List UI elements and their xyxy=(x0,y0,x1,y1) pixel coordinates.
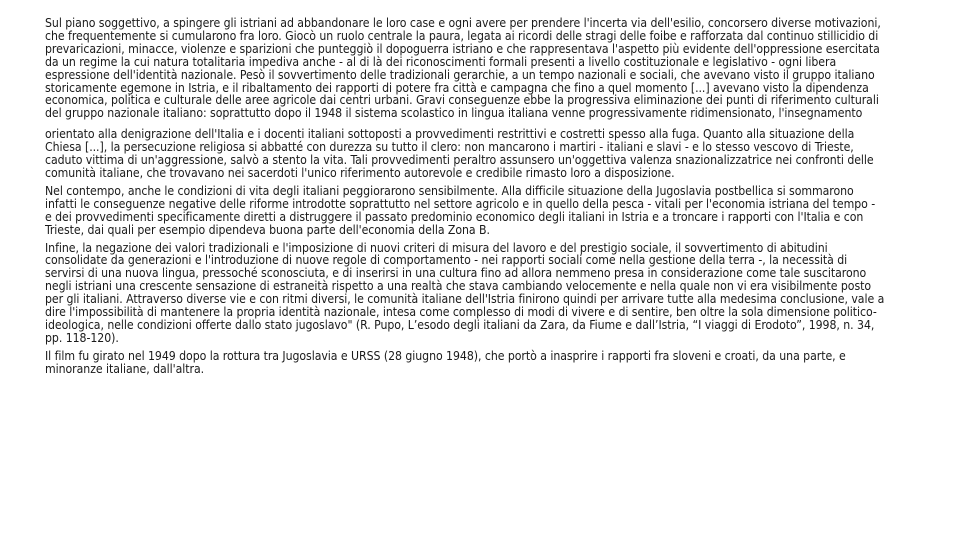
paragraph-1: Sul piano soggettivo, a spingere gli istriani ad abbandonare le loro case e ogni avere per prendere l'incerta via dell'esilio, concorsero diverse motivazioni, che frequentemente si cumularono fra loro. Giocò un ruolo centrale la paura, legata ai ricordi delle stragi delle foibe e rafforzata dal continuo stillicidio di prevaricazioni, minacce, violenze e sparizioni che punteggiò il dopoguerra istriano e che rappresentava l'aspetto più evidente dell'oppressione esercitata da un regime la cui natura totalitaria impediva anche - al di là dei riconoscimenti formali presenti a livello costituzionale e legislativo - ogni libera espressione dell'identità nazionale. Pesò il sovvertimento delle tradizionali gerarchie, a un tempo nazionali e sociali, che avevano visto il gruppo italiano storicamente egemone in Istria, e il ribaltamento dei rapporti di potere fra città e campagna che fino a quel momento [...] avevano visto la dipendenza economica, politica e culturale delle aree agricole dai centri urbani. Gravi conseguenze ebbe la progressiva eliminazione dei punti di riferimento culturali del gruppo nazionale italiano: soprattutto dopo il 1948 il sistema scolastico in lingua italiana venne progressivamente ridimensionato, l'insegnamento xyxy=(45,16,881,121)
paragraph-5: Il film fu girato nel 1949 dopo la rottura tra Jugoslavia e URSS (28 giugno 1948), che portò a inasprire i rapporti fra sloveni e croati, da una parte, e minoranze italiane, dall'altra. xyxy=(45,348,846,376)
paragraph-3: Nel contempo, anche le condizioni di vita degli italiani peggiorarono sensibilmente. Alla difficile situazione della Jugoslavia postbellica si sommarono infatti le conseguenze negative delle riforme introdotte soprattutto nel settore agricolo e in quello della pesca - vitali per l'economia istriana del tempo - e dei provvedimenti specificamente diretti a distruggere il passato predominio economico degli italiani in Istria e a troncare i rapporti con l'Italia e con Trieste, dai quali per esempio dipendeva buona parte dell'economia della Zona B. xyxy=(45,183,876,237)
paragraph-2: orientato alla denigrazione dell'Italia e i docenti italiani sottoposti a provvedimenti restrittivi e costretti spesso alla fuga. Quanto alla situazione della Chiesa [...], la persecuzione religiosa si abbatté con durezza su tutto il clero: non mancarono i martiri - italiani e slavi - e lo stesso vescovo di Trieste, caduto vittima di un'aggressione, salvò a stento la vita. Tali provvedimenti peraltro assunsero un'oggettiva valenza snazionalizzatrice nei confronti delle comunità italiane, che trovavano nei sacerdoti l'unico riferimento autorevole e credibile rimasto loro a disposizione. xyxy=(45,127,874,180)
paragraph-4: Infine, la negazione dei valori tradizionali e l'imposizione di nuovi criteri di misura del lavoro e del prestigio sociale, il sovvertimento di abitudini consolidate da generazioni e l'introduzione di nuove regole di comportamento - nei rapporti sociali come nella gestione della terra -, la necessità di servirsi di una nuova lingua, pressoché sconosciuta, e di inserirsi in una cultura fino ad allora nemmeno presa in considerazione come tale suscitarono negli istriani una crescente sensazione di estraneità rispetto a una realtà che stava cambiando velocemente e nella quale non vi era visibilmente posto per gli italiani. Attraverso diverse vie e con ritmi diversi, le comunità italiane dell'Istria finirono quindi per arrivare tutte alla medesima conclusione, vale a dire l'impossibilità di mantenere la propria identità nazionale, intesa come complesso di modi di vivere e di sentire, ben oltre la sola dimensione politico-ideologica, nelle condizioni offerte dallo stato jugoslavo" (R. Pupo, L’esodo degli italiani da Zara, da Fiume e dall’Istria, “I viaggi di Erodoto”, 1998, n. 34, pp. 118-120). xyxy=(45,240,885,345)
body-text xyxy=(45,17,885,381)
